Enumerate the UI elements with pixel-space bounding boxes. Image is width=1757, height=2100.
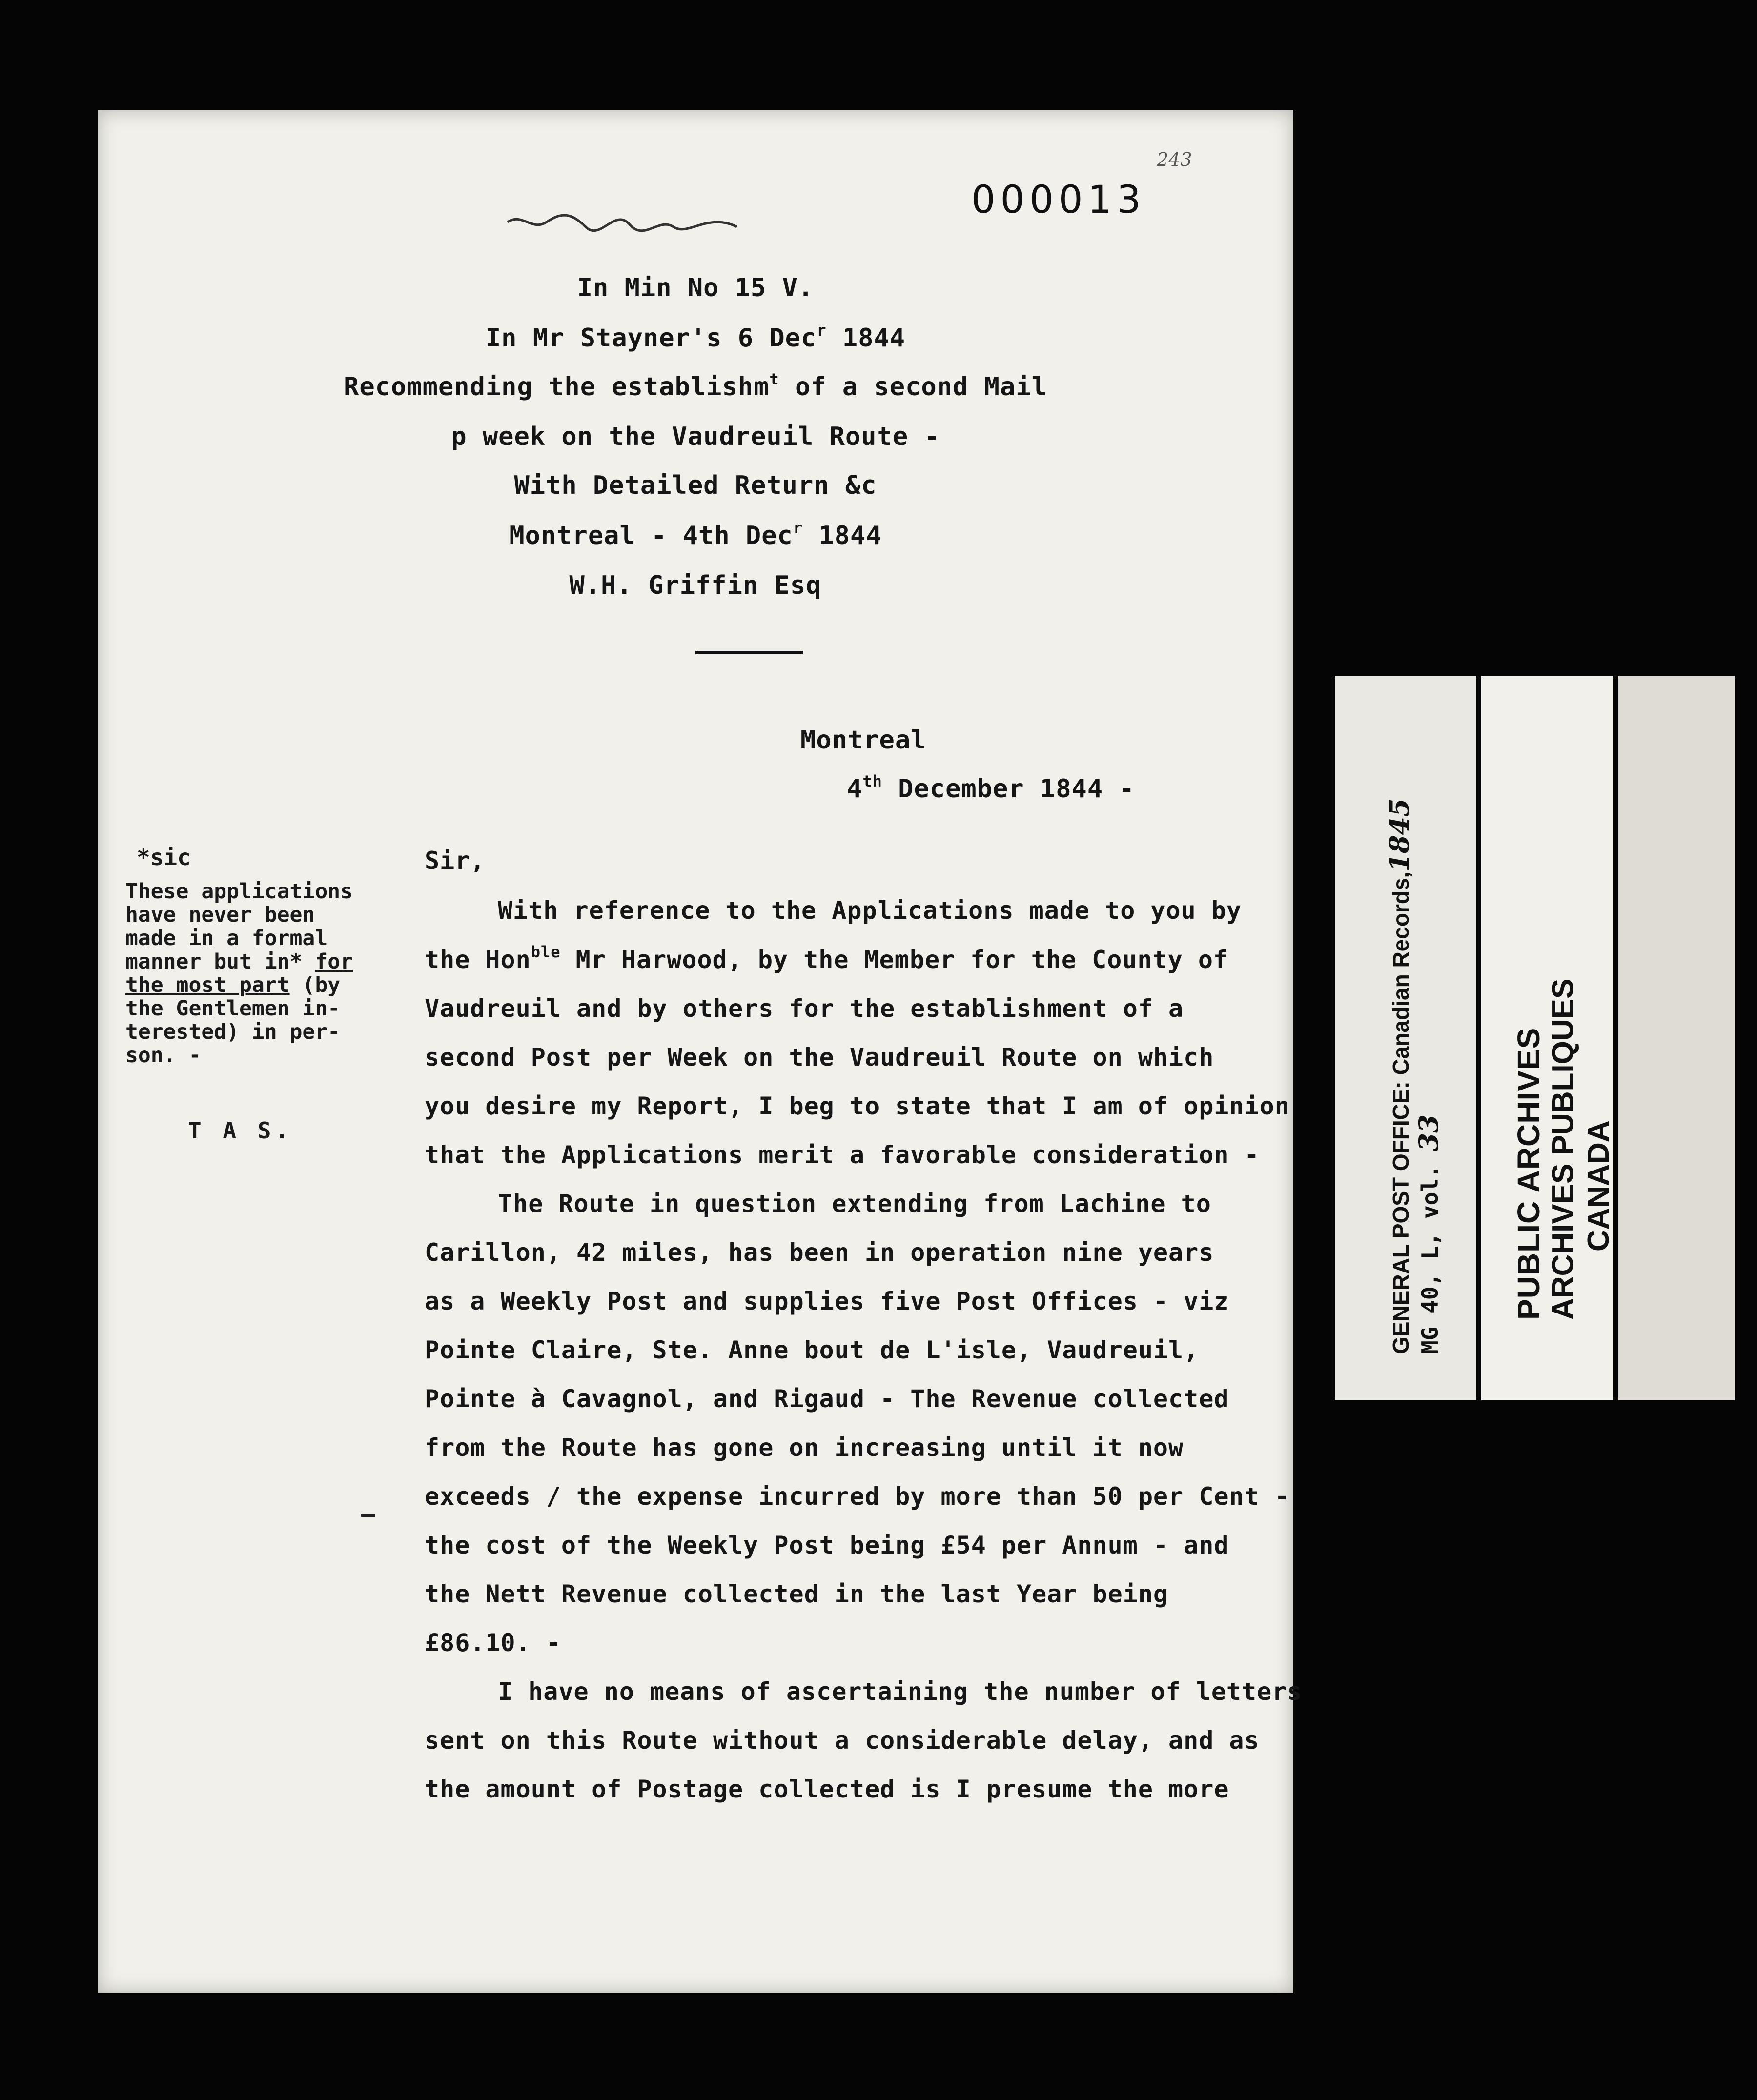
pencil-note: 243 <box>1157 149 1192 170</box>
body-line: I have no means of ascertaining the number of letters <box>498 1677 1303 1706</box>
header-line-5: With Detailed Return &c <box>514 471 877 500</box>
header-line-2: In Mr Stayner's 6 Dec$^r$ 1844 <box>485 321 906 353</box>
header-line-6: Montreal - 4th Dec$^r$ 1844 <box>509 519 882 550</box>
body-line: £86.10. - <box>425 1629 561 1657</box>
archive-line-3: PUBLIC ARCHIVES <box>1511 1027 1546 1320</box>
archive-line-5: CANADA <box>1582 1120 1615 1252</box>
body-line: exceeds / the expense incurred by more than 50 per Cent - <box>425 1482 1290 1511</box>
body-line: The Route in question extending from Lachine to <box>498 1190 1211 1218</box>
body-line: second Post per Week on the Vaudreuil Route on which <box>425 1043 1214 1071</box>
archive-line-1: GENERAL POST OFFICE: Canadian Records,1845 <box>1384 798 1415 1354</box>
body-line: Vaudreuil and by others for the establishment of a <box>425 994 1184 1023</box>
body-line: the amount of Postage collected is I presume the more <box>425 1775 1229 1803</box>
archive-line-4: ARCHIVES PUBLIQUES <box>1546 978 1580 1320</box>
body-line: the cost of the Weekly Post being £54 per Annum - and <box>425 1531 1229 1559</box>
archive-line-2: MG 40, L, vol. 33 <box>1413 1114 1444 1354</box>
document-page <box>98 110 1303 1993</box>
archive-label-strip-right <box>1618 676 1735 1400</box>
body-line: from the Route has gone on increasing until it now <box>425 1434 1184 1462</box>
body-line: sent on this Route without a considerable delay, and as <box>425 1726 1260 1755</box>
margin-tick <box>361 1514 375 1517</box>
body-line: as a Weekly Post and supplies five Post Offices - viz <box>425 1287 1229 1315</box>
header-rule <box>695 651 803 654</box>
salutation: Sir, <box>425 847 486 875</box>
archive-label <box>1335 676 1735 1400</box>
date-line: 4th December 1844 - <box>847 772 1135 804</box>
body-line: Pointe à Cavagnol, and Rigaud - The Revenue collected <box>425 1385 1229 1413</box>
header-line-4: p week on the Vaudreuil Route - <box>451 422 940 451</box>
body-line: Pointe Claire, Ste. Anne bout de L'isle, Vaudreuil, <box>425 1336 1199 1364</box>
body-line: the Nett Revenue collected in the last Year being <box>425 1580 1169 1608</box>
body-line: the Hon$^{ble}$ Mr Harwood, by the Member for the County of <box>425 943 1229 974</box>
header-line-3: Recommending the establishm$^t$ of a second Mail <box>344 370 1047 402</box>
handwritten-scribble <box>503 193 796 251</box>
margin-sic: *sic <box>137 844 191 870</box>
body-line: With reference to the Applications made to you by <box>498 896 1242 925</box>
margin-initials: T A S. <box>188 1117 293 1144</box>
body-line: Carillon, 42 miles, has been in operation nine years <box>425 1238 1214 1267</box>
margin-note: These applications have never been made in a formal manner but in* for the most part (by the Gentlemen in- terested) in per- son. - <box>125 879 353 1068</box>
document-number: 000013 <box>971 178 1146 222</box>
header-line-7: W.H. Griffin Esq <box>569 571 822 600</box>
body-line: you desire my Report, I beg to state that I am of opinion <box>425 1092 1290 1120</box>
body-line: that the Applications merit a favorable consideration - <box>425 1141 1260 1169</box>
place-line: Montreal <box>800 726 927 755</box>
header-line-1: In Min No 15 V. <box>577 273 814 303</box>
